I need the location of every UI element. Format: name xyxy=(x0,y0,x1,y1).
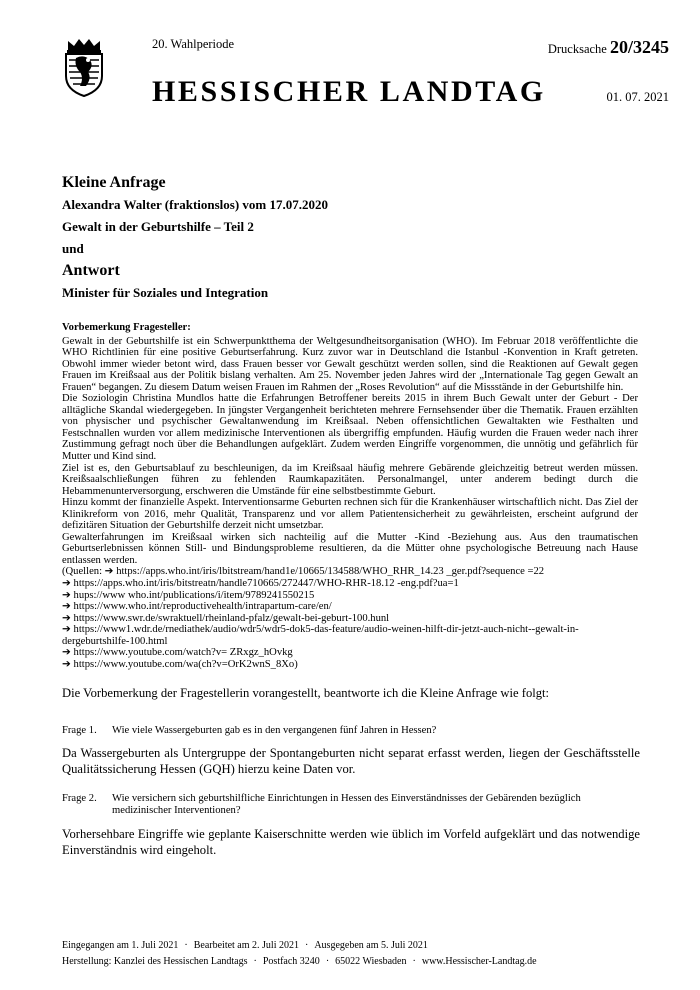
footer-bearbeitet: Bearbeitet am 2. Juli 2021 xyxy=(193,940,299,951)
footer-ausgegeben: Ausgegeben am 5. Juli 2021 xyxy=(314,940,428,951)
question-label: Frage 2. xyxy=(62,793,97,804)
inquiry-type: Kleine Anfrage xyxy=(62,174,166,191)
author-line: Alexandra Walter (fraktionslos) vom 17.07.2020 xyxy=(62,197,329,212)
source-link[interactable]: https://www1.wdr.de/rnediathek/audio/wdr5/wdr5-dok5-das-feature/audio-weinen-hilft-dir-jetzt-auch-nicht--gewalt-in-dergeburtshilfe-100.html xyxy=(62,624,579,647)
drucksache-label: Drucksache xyxy=(547,42,607,56)
vorbemerkung-paragraph: Die Soziologin Christina Mundlos hatte die Erfahrungen Betroffener bereits 2015 in ihrem Buch Gewalt unter der Geburt - Der alltägliche Skandal wiedergegeben. In jüngster Vergangenheit berichteten mehrere Fernsehsender über die Thematik. Frauen erzählten von physischer und psychischer Gewaltanwendung im Kreißsaal. Neben offensichtlichen Gewaltakten wie Festhalten und Festschnallen wurden vor allem medizinische Interventionen als übergriffig empfunden. Häufig wurden die Frauen weder nach ihrer Zustimmung gefragt noch über die Behandlungen aufgeklärt. Zudem werden Eingriffe vorgenommen, die unnötig und gefährlich für Mutter und Kind sind. xyxy=(62,393,638,463)
source-line xyxy=(62,613,638,625)
document-date: 01. 07. 2021 xyxy=(606,90,669,104)
source-line xyxy=(62,566,638,578)
hessen-coat-of-arms xyxy=(62,36,106,98)
drucksache-reference xyxy=(548,37,669,58)
footer-postfach: Postfach 3240 xyxy=(262,956,320,967)
source-link[interactable]: https://www.swr.de/swraktuell/rheinland-pfalz/gewalt-bei-geburt-100.hunl xyxy=(73,612,390,624)
vorbemerkung-paragraph: Hinzu kommt der finanzielle Aspekt. Interventionsarme Geburten rechnen sich für die Krankenhäuser wirtschaftlich nicht. Das Ziel der Klinikreform von 2016, mehr Qualität, Transparenz und vor allem Patientensicherheit zu gewährleisten, erscheint aufgrund der defizitären Situation der Geburtshilfe derzeit nicht umsetzbar. xyxy=(62,497,638,532)
footer-ort: 65022 Wiesbaden xyxy=(335,956,407,967)
source-line xyxy=(62,624,638,647)
source-line xyxy=(62,647,638,659)
arrow-icon: ➔ xyxy=(62,612,74,624)
source-link[interactable]: hups://www who.int/publications/i/item/9789241550215 xyxy=(73,589,315,601)
vorbemerkung-paragraph: Gewalt in der Geburtshilfe ist ein Schwerpunktthema der Weltgesundheitsorganisation (WHO). Im Februar 2018 veröffentlichte die WHO Richtlinien für eine positive Geburtserfahrung. Kurz zuvor war in Deutschland die Istanbul -Konvention in Kraft getreten. Obwohl immer wieder betont wird, dass Frauen besser vor Gewalt geschützt werden sollen, sind die Reaktionen auf Gewalt gegen Frauen im Kreißsaal aus der Politik bislang verhalten. Am 25. November jeden Jahres wird der „Internationale Tag gegen Gewalt an Frauen“ begangen. Zu diesem Datum weisen Frauen im Rahmen der „Roses Revolution“ auf die Missstände in der Geburtshilfe hin. xyxy=(62,335,638,393)
source-line xyxy=(62,659,638,671)
footer-separator: · xyxy=(325,956,330,967)
footer-separator: · xyxy=(412,956,416,967)
arrow-icon: ➔ xyxy=(62,589,74,601)
parliament-title: HESSISCHER LANDTAG xyxy=(152,75,546,108)
vorbemerkung-paragraph: Gewalterfahrungen im Kreißsaal wirken sich nachteilig auf die Mutter -Kind -Beziehung aus. Aus den traumatischen Geburtserlebnissen können Still- und Bindungsprobleme resultieren, da die Mütter ohne psychologische Betreuung nach Hause entlassen werden. xyxy=(62,531,638,566)
document-footer xyxy=(62,938,662,970)
arrow-icon: ➔ xyxy=(62,601,74,613)
sources-prefix: (Quellen: xyxy=(62,566,105,578)
question-1 xyxy=(62,725,638,737)
arrow-icon: ➔ xyxy=(104,566,117,578)
und-line: und xyxy=(62,241,84,256)
vorbemerkung-paragraph: Ziel ist es, den Geburtsablauf zu beschleunigen, da im Kreißsaal häufig mehrere Gebärende gleichzeitig betreut werden müssen. Kreißsaalschließungen führen zu fehlenden Raumkapazitäten. Personalmangel, unter anderem bedingt durch die Hebammenunterversorgung, erschweren die Umstände für eine selbstbestimmte Geburt. xyxy=(62,462,638,497)
footer-herstellung: Herstellung: Kanzlei des Hessischen Landtags xyxy=(62,956,248,967)
footer-imprint xyxy=(62,954,662,970)
vorbemerkung-section xyxy=(62,322,638,670)
source-link[interactable]: https://www.who.int/reproductivehealth/intrapartum-care/en/ xyxy=(73,601,332,613)
answer-2: Vorhersehbare Eingriffe wie geplante Kaiserschnitte werden wie üblich im Vorfeld aufgeklärt und das notwendige Einverständnis wird eingeholt. xyxy=(62,827,640,857)
source-line xyxy=(62,578,638,590)
arrow-icon: ➔ xyxy=(62,647,74,659)
source-link[interactable]: https://apps.who.int/iris/lbitstream/hand1e/10665/134588/WHO_RHR_14.23 _ger.pdf?sequence =22 xyxy=(116,566,545,578)
footer-separator: · xyxy=(304,940,309,951)
footer-separator: · xyxy=(184,940,188,951)
arrow-icon: ➔ xyxy=(62,658,74,670)
footer-website-link[interactable]: www.Hessischer-Landtag.de xyxy=(421,956,537,967)
document-heading xyxy=(62,172,662,304)
source-line xyxy=(62,590,638,602)
arrow-icon: ➔ xyxy=(62,578,74,590)
footer-separator: · xyxy=(253,956,257,967)
source-link[interactable]: https://apps.who.int/iris/bitstreatn/handle710665/272447/WHO-RHR-18.12 -eng.pdf?ua=1 xyxy=(73,578,459,590)
minister-line: Minister für Soziales und Integration xyxy=(62,285,269,300)
question-2 xyxy=(62,793,638,817)
answer-intro: Die Vorbemerkung der Fragestellerin vorangestellt, beantworte ich die Kleine Anfrage wie folgt: xyxy=(62,686,550,700)
question-text: Wie viele Wassergeburten gab es in den vergangenen fünf Jahren in Hessen? xyxy=(112,725,437,736)
source-link[interactable]: https://www.youtube.com/watch?v= ZRxgz_hOvkg xyxy=(73,647,293,659)
footer-dates xyxy=(62,938,662,954)
source-link[interactable]: https://www.youtube.com/wa(ch?v=OrK2wnS_8Xo) xyxy=(73,658,298,670)
question-text: Wie versichern sich geburtshilfliche Einrichtungen in Hessen des Einverständnisses der Gebärenden bezüglich medizinischer Interventionen? xyxy=(112,793,581,816)
question-label: Frage 1. xyxy=(62,725,97,736)
vorbemerkung-title: Vorbemerkung Fragesteller: xyxy=(62,322,191,333)
drucksache-number: 20/3245 xyxy=(609,37,669,57)
source-line xyxy=(62,601,638,613)
subject-line: Gewalt in der Geburtshilfe – Teil 2 xyxy=(62,219,254,234)
answer-1: Da Wassergeburten als Untergruppe der Spontangeburten nicht separat erfasst werden, liegen der Geschäftsstelle Qualitätssicherung Hessen (GQH) hierzu keine Daten vor. xyxy=(62,746,640,776)
answer-type: Antwort xyxy=(62,262,120,279)
arrow-icon: ➔ xyxy=(62,624,74,636)
footer-eingegangen: Eingegangen am 1. Juli 2021 xyxy=(62,940,179,951)
wahlperiode: 20. Wahlperiode xyxy=(152,37,235,51)
